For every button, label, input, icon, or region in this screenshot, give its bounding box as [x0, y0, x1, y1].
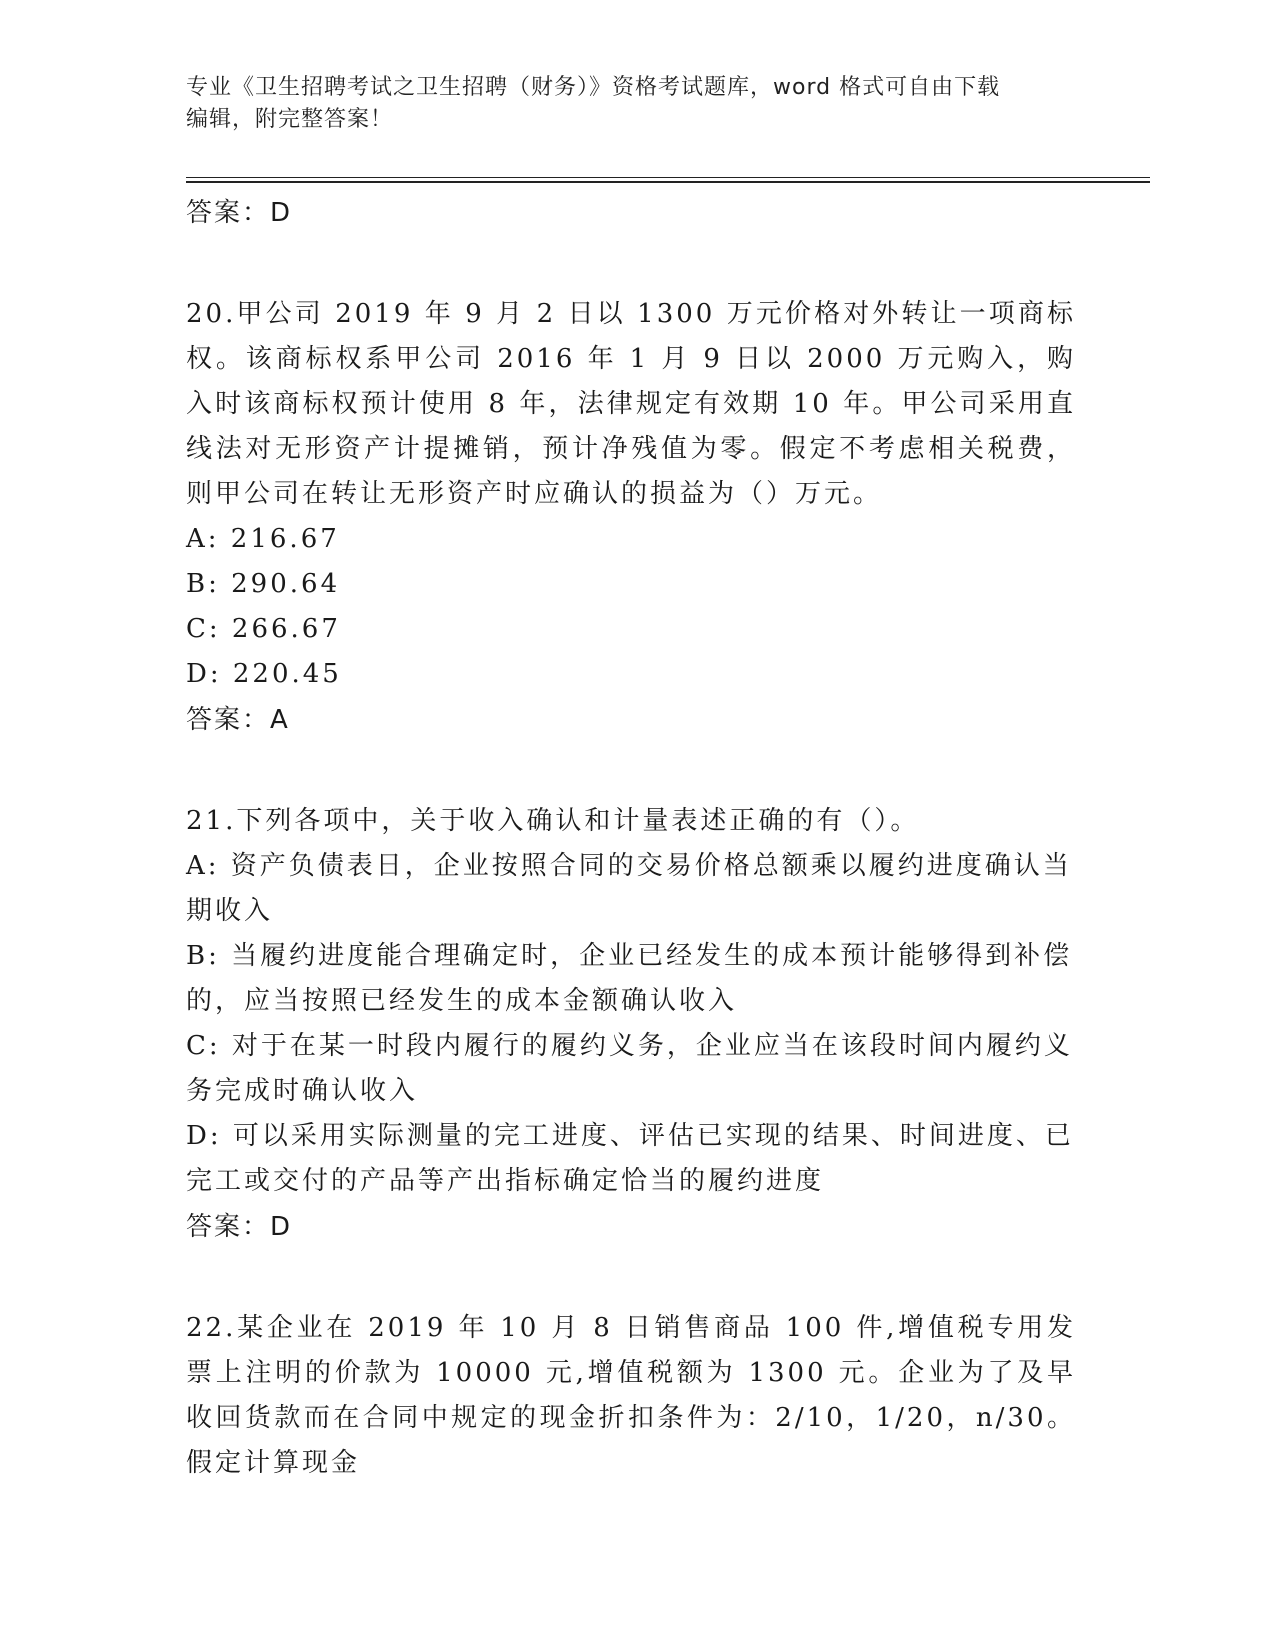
question-22: [186, 1306, 1076, 1486]
spacer: [186, 236, 1076, 292]
question-20-option-a: A: 216.67: [186, 524, 340, 554]
question-20-option-c: C: 266.67: [186, 614, 341, 644]
question-20-answer: 答案：A: [186, 705, 290, 735]
spacer: [186, 743, 1076, 799]
question-21-answer: 答案：D: [186, 1212, 293, 1242]
question-20-option-d: D: 220.45: [186, 659, 342, 689]
header-rule-thick: [186, 181, 1150, 183]
answer-prev: 答案：D: [186, 198, 293, 228]
question-21-option-a: A: 资产负债表日，企业按照合同的交易价格总额乘以履约进度确认当期收入: [186, 851, 1072, 926]
question-21: [186, 799, 1076, 1250]
question-20-text: 20.甲公司 2019 年 9 月 2 日以 1300 万元价格对外转让一项商标权。该商标权系甲公司 2016 年 1 月 9 日以 2000 万元购入，购入时该商标权预计使用 8 年，法律规定有效期 10 年。甲公司采用直线法对无形资产计提摊销，预计净残值为零。假定不考虑相关税费，则甲公司在转让无形资产时应确认的损益为（）万元。: [186, 299, 1076, 509]
question-21-option-c: C: 对于在某一时段内履行的履约义务，企业应当在该段时间内履约义务完成时确认收入: [186, 1031, 1073, 1106]
question-20-option-b: B: 290.64: [186, 569, 341, 599]
header-rule-thin: [186, 177, 1150, 178]
question-20: [186, 292, 1076, 743]
question-22-text: 22.某企业在 2019 年 10 月 8 日销售商品 100 件,增值税专用发票上注明的价款为 10000 元,增值税额为 1300 元。企业为了及早收回货款而在合同中规定的现金折扣条件为：2/10，1/20，n/30。假定计算现金: [186, 1313, 1076, 1478]
question-21-option-d: D: 可以采用实际测量的完工进度、评估已实现的结果、时间进度、已完工或交付的产品等产出指标确定恰当的履约进度: [186, 1121, 1074, 1196]
spacer: [186, 1250, 1076, 1306]
page-header: [186, 72, 1076, 136]
header-line-2: 编辑，附完整答案！: [186, 107, 394, 132]
question-21-option-b: B: 当履约进度能合理确定时，企业已经发生的成本预计能够得到补偿的，应当按照已经发生的成本金额确认收入: [186, 941, 1073, 1016]
question-21-text: 21.下列各项中，关于收入确认和计量表述正确的有（）。: [186, 806, 920, 836]
document-content: [186, 190, 1076, 1486]
header-line-1: 专业《卫生招聘考试之卫生招聘（财务）》资格考试题库，word 格式可自由下载: [186, 75, 1001, 100]
